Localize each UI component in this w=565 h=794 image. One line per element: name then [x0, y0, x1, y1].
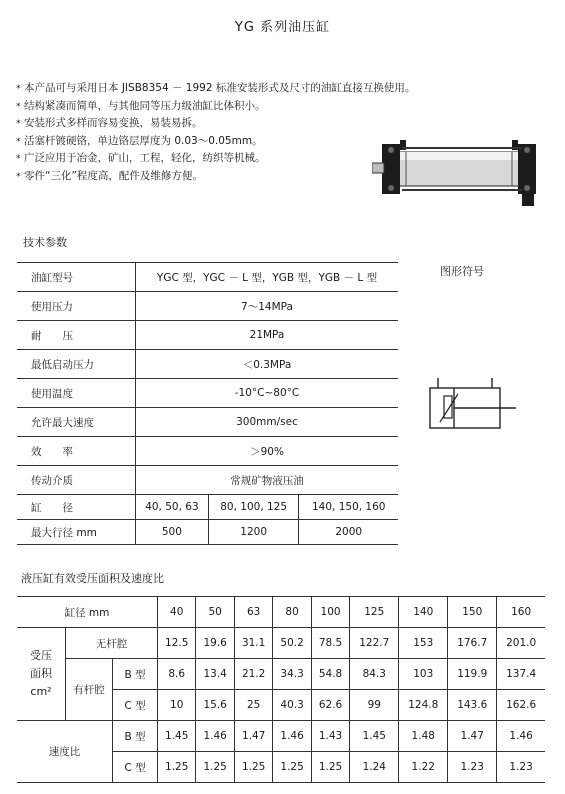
bullet-icon: * [16, 136, 21, 147]
area-table-heading: 液压缸有效受压面积及速度比 [21, 572, 164, 585]
tech-params-heading: 技术参数 [23, 236, 67, 249]
table-row: 最低启动压力 ＜0.3MPa [17, 350, 398, 379]
page-title: YG 系列油压缸 [234, 20, 331, 35]
feature-list [16, 80, 416, 185]
table-row: 最大行径 mm 500 1200 2000 [17, 520, 398, 545]
area-label-line1: 受压 [30, 649, 52, 662]
feature-item: * 活塞杆镀硬铬，单边铬层厚度为 0.03～0.05mm。 [16, 133, 396, 151]
bullet-icon: * [16, 171, 21, 182]
bullet-icon: * [16, 119, 21, 129]
table-row: C 型 1.25 1.25 1.25 1.25 1.25 1.24 1.22 1.23 1.23 [17, 752, 545, 783]
feature-item: * 本产品可与采用日本 JISB8354 － 1992 标准安装形式及尺寸的油缸直接互换使用。 [16, 80, 396, 98]
table-row: 油缸型号 YGC 型，YGC － L 型，YGB 型，YGB － L 型 [17, 263, 398, 292]
table-row: 耐 压 21MPa [17, 321, 398, 350]
area-label-line2: 面积 [30, 667, 52, 680]
bullet-icon: * [16, 84, 21, 94]
feature-item: * 零件“三化”程度高，配件及维修方便。 [16, 168, 396, 186]
table-row: 有杆腔 B 型 8.6 13.4 21.2 34.3 54.8 84.3 103 119.9 137.4 [17, 659, 545, 690]
table-row: 传动介质 常规矿物液压油 [17, 466, 398, 495]
hydraulic-cylinder-photo [372, 130, 554, 212]
feature-item: * 结构紧凑而简单，与其他同等压力级油缸比体积小。 [16, 98, 396, 116]
cylinder-symbol-icon [420, 368, 530, 438]
feature-item: * 安装形式多样而容易变换，易装易拆。 [16, 115, 396, 133]
feature-item: * 广泛应用于冶金，矿山，工程，轻化，纺织等机械。 [16, 150, 396, 168]
table-row: 速度比 B 型 1.45 1.46 1.47 1.46 1.43 1.45 1.48 1.47 1.46 [17, 721, 545, 752]
table-row: 使用温度 -10°C~80°C [17, 379, 398, 408]
area-speed-table [17, 596, 545, 783]
symbol-label: 图形符号 [440, 265, 484, 278]
table-row: 缸 径 40, 50, 63 80, 100, 125 140, 150, 160 [17, 495, 398, 520]
table-row: 缸径 mm 40 50 63 80 100 125 140 150 160 [17, 597, 545, 628]
tech-params-table [17, 262, 398, 545]
bullet-icon: * [16, 101, 21, 112]
table-row: 使用压力 7～14MPa [17, 292, 398, 321]
area-label-unit: cm² [30, 685, 52, 698]
bullet-icon: * [16, 154, 21, 164]
table-row: 受压 面积 cm² 无杆腔 12.5 19.6 31.1 50.2 78.5 122.7 153 176.7 201.0 [17, 628, 545, 659]
table-row: C 型 10 15.6 25 40.3 62.6 99 124.8 143.6 162.6 [17, 690, 545, 721]
table-row: 允许最大速度 300mm/sec [17, 408, 398, 437]
table-row: 效 率 ＞90% [17, 437, 398, 466]
